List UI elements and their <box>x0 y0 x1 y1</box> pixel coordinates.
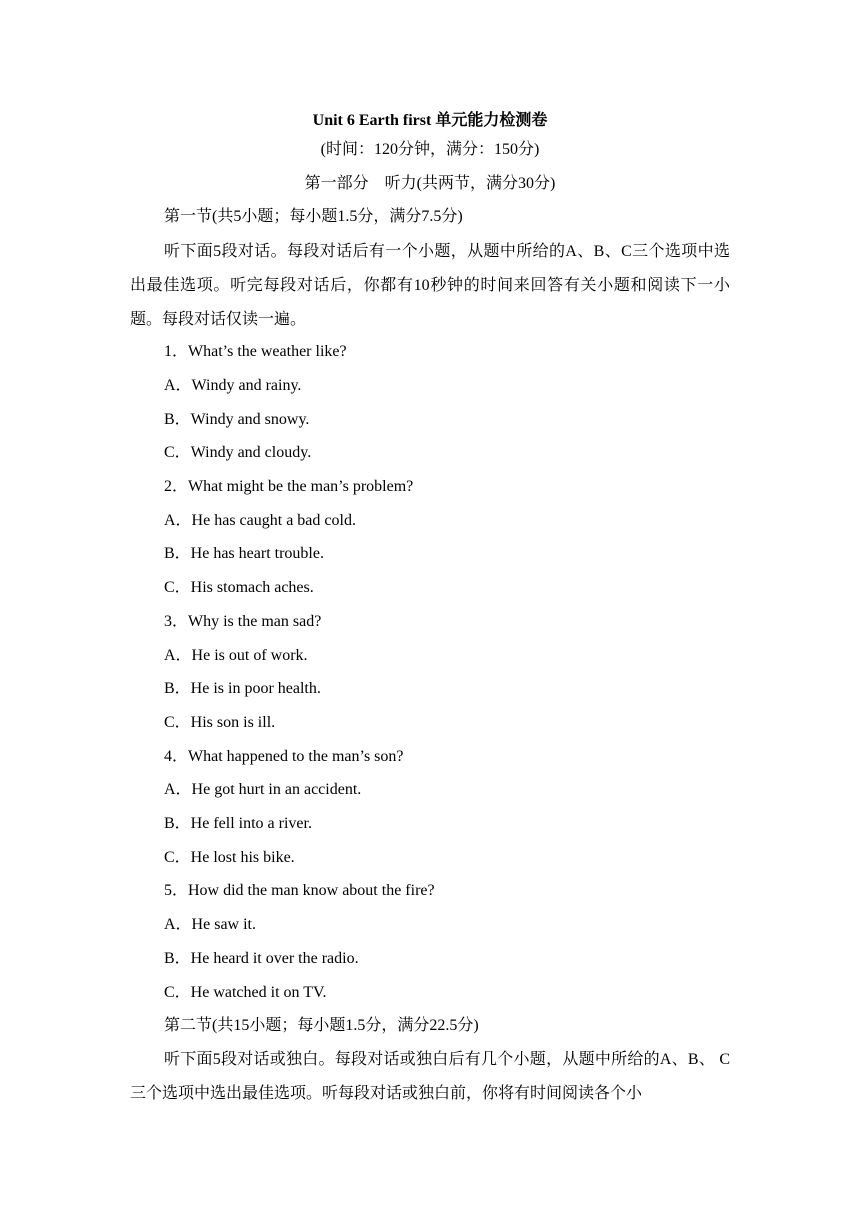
question-5-option-b: B．He heard it over the radio. <box>164 950 359 967</box>
question-1-option-a: A．Windy and rainy. <box>164 377 302 394</box>
question-1-option-b: B．Windy and snowy. <box>164 411 310 428</box>
question-2-option-b: B．He has heart trouble. <box>164 545 324 562</box>
question-3-option-a: A．He is out of work. <box>164 647 308 664</box>
question-4-option-a: A．He got hurt in an accident. <box>164 781 362 798</box>
question-1-stem: 1．What’s the weather like? <box>164 343 347 360</box>
question-5-option-c: C．He watched it on TV. <box>164 984 327 1001</box>
section1-instructions: 听下面5段对话。每段对话后有一个小题，从题中所给的A、B、C三个选项中选出最佳选项。听完每段对话后，你都有10秒钟的时间来回答有关小题和阅读下一小题。每段对话仅读一遍。 <box>130 243 730 328</box>
section2-heading: 第二节(共15小题；每小题1.5分，满分22.5分) <box>164 1017 479 1034</box>
question-5-stem: 5．How did the man know about the fire? <box>164 882 435 899</box>
section2-instructions: 听下面5段对话或独白。每段对话或独白后有几个小题，从题中所给的A、B、 C三个选项中选出最佳选项。听每段对话或独白前，你将有时间阅读各个小 <box>130 1051 730 1102</box>
question-3-option-b: B．He is in poor health. <box>164 680 321 697</box>
section1-heading: 第一节(共5小题；每小题1.5分，满分7.5分) <box>164 208 463 225</box>
question-2-option-c: C．His stomach aches. <box>164 579 314 596</box>
question-4-option-c: C．He lost his bike. <box>164 849 295 866</box>
question-5-option-a: A．He saw it. <box>164 916 256 933</box>
question-1-option-c: C．Windy and cloudy. <box>164 444 312 461</box>
question-3-stem: 3．Why is the man sad? <box>164 613 322 630</box>
part-heading: 第一部分 听力(共两节，满分30分) <box>304 175 556 192</box>
question-2-stem: 2．What might be the man’s problem? <box>164 478 414 495</box>
question-2-option-a: A．He has caught a bad cold. <box>164 512 356 529</box>
document-title: Unit 6 Earth first 单元能力检测卷 <box>312 112 548 129</box>
time-and-score-info: (时间：120分钟，满分：150分) <box>320 141 540 158</box>
question-3-option-c: C．His son is ill. <box>164 714 276 731</box>
question-4-option-b: B．He fell into a river. <box>164 815 312 832</box>
question-4-stem: 4．What happened to the man’s son? <box>164 748 404 765</box>
